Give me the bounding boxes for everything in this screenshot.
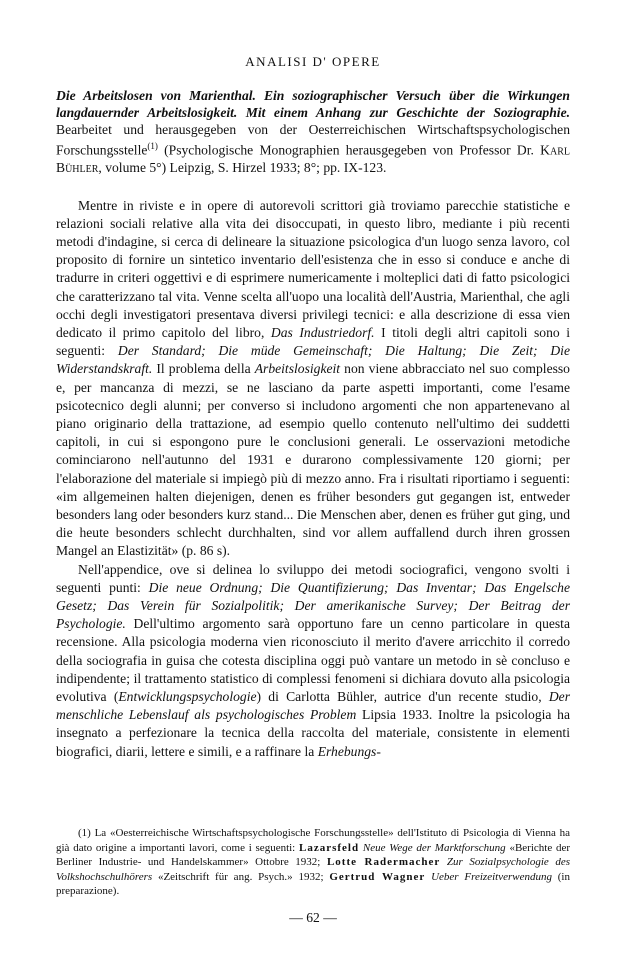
footnote-1 bbox=[56, 826, 570, 899]
p1-italic-2: Der Standard; Die müde Gemeinschaft; Die Haltung; Die Zeit; Die Widerstandskraft. bbox=[56, 343, 570, 377]
p1-italic-3: Arbeitslosigkeit bbox=[254, 361, 341, 377]
p2-italic-3: Der menschliche Lebenslauf als psychologisches Problem bbox=[56, 689, 570, 723]
p2-italic-1: Die neue Ordnung; Die Quantifizierung; Das Inventar; Das Engelsche Gesetz; Das Verein für Sozialpolitik; Der amerikanische Survey; Der Beitrag der Psychologie. bbox=[56, 579, 570, 632]
fn-text-3: «Zeitschrift für ang. Psych.» 1932; bbox=[152, 870, 330, 883]
page-number: — 62 — bbox=[289, 910, 337, 925]
review-body bbox=[56, 197, 570, 761]
p2-text-2: Dell'ultimo argomento sarà opportuno fare un cenno particolare in questa recensione. Alla psicologia moderna vien riconosciuto il merito d'avere arricchito il corredo della sociografia in guisa che cotesta disciplina oggi può vantare un metodo in sè concluso e indipendente; il trattamento statistico di complessi fenomeni si dichiara dovuto alla psicologia evolutiva ( bbox=[56, 616, 570, 704]
fn-text-4: (in preparazione). bbox=[56, 870, 570, 898]
p1-text-3: Il problema della bbox=[152, 361, 255, 377]
biblio-text-2: (Psychologische Monographien herausgegeben von Professor Dr. bbox=[157, 142, 541, 158]
p1-text-4: non viene abbracciato nel suo complesso e, per mancanza di mezzi, se ne lasciano da parte aspetti importanti, come l'esame psicotecnico degli alunni; per converso si includono argomenti che non appartenevano al piano originario della trattazione, ad esempio quello contenuto nell'ultimo dei suddetti capitoli, in cui si espongono pure le conclusioni generali. Le osservazioni metodiche cominciarono nell'autunno del 1931 e durarono complessivamente 120 giorni; per l'elaborazione del materiale si impiegò più di mezzo anno. Fra i risultati riportiamo i seguenti: «im allgemeinen halten diejenigen, denen es früher besonders gut gegangen ist, entweder besonders lang oder besonders kurz stand... Die Menschen aber, denen es früher gut ging, und die heute besonders schlecht durchhalten, sind vor allem auffallend durch ihren grossen Mangel an Elastizität» (p. 86 s). bbox=[56, 361, 570, 559]
bibliographic-entry bbox=[56, 88, 570, 177]
footnote-marker: (1) bbox=[147, 141, 158, 152]
biblio-text-3: , volume 5°) Leipzig, S. Hirzel 1933; 8°; pp. IX-123. bbox=[98, 159, 387, 175]
fn-author-3: Gertrud Wagner bbox=[329, 870, 426, 883]
fn-text-2: «Berichte der Berliner Industrie- und Handelskammer» Ottobre 1932; bbox=[56, 841, 570, 869]
fn-author-1: Lazarsfeld bbox=[299, 841, 360, 854]
p2-text-1: Nell'appendice, ove si delinea lo sviluppo dei metodi sociografici, vengono svolti i seguenti punti: bbox=[56, 561, 570, 595]
paragraph-1 bbox=[56, 197, 570, 561]
book-editor: Karl Bühler bbox=[56, 142, 570, 175]
p2-text-3: ) di Carlotta Bühler, autrice d'un recente studio, bbox=[256, 689, 549, 704]
footnotes bbox=[56, 826, 570, 899]
paragraph-2 bbox=[56, 561, 570, 761]
fn-title-3: Ueber Freizeitverwendung bbox=[425, 870, 552, 883]
fn-text-1: (1) La «Oesterreichische Wirtschaftspsychologische Forschungsstelle» dell'Istituto di Psicologia di Vienna ha già dato origine a importanti lavori, come i seguenti: bbox=[56, 827, 570, 854]
p1-text-2: I titoli degli altri capitoli sono i seguenti: bbox=[56, 324, 570, 359]
p2-italic-2: Entwicklungspsychologie bbox=[118, 689, 257, 704]
p1-text-1: Mentre in riviste e in opere di autorevoli scrittori già troviamo parecchie statistiche e relazioni sociali relative alla vita dei disoccupati, in questo libro, mediante i più recenti metodi d'indagine, si cerca di delineare la situazione psicologica d'un luogo senza lavoro, col proposito di fornire un sintetico inventario dell'esistenza che in esso si conduce e anche di tradurre in criteri oggettivi e di esprimere numericamente i molteplici dati di fatto psicologici che caratterizzano tal vita. Venne scelta all'uopo una località dell'Austria, Marienthal, che agli occhi degli investigatori presentava diversi privilegi tecnici: e alla descrizione di essa vien dedicato il primo capitolo del libro, bbox=[56, 197, 570, 340]
fn-title-1: Neue Wege der Marktforschung bbox=[359, 841, 506, 854]
p1-italic-1: Das Industriedorf. bbox=[270, 324, 375, 340]
running-header: ANALISI D' OPERE bbox=[245, 54, 381, 69]
fn-title-2: Zur Sozialpsychologie des Volkshochschulhörers bbox=[56, 856, 570, 883]
biblio-text-1: Bearbeitet und herausgegeben von der Oesterreichischen Wirtschaftspsychologischen Forschungsstelle bbox=[56, 121, 570, 158]
book-title: Die Arbeitslosen von Marienthal. Ein soziographischer Versuch über die Wirkungen langdauernder Arbeitslosigkeit. Mit einem Anhang zur Geschichte der Soziographie. bbox=[56, 88, 570, 120]
fn-author-2: Lotte Radermacher bbox=[326, 856, 441, 869]
p2-text-4: Lipsia 1933. Inoltre la psicologia ha insegnato a perfezionare la tecnica della raccolta del materiale, consistente in elementi biografici, diarii, lettere e simili, e a raffinare la bbox=[56, 707, 570, 759]
p2-italic-4: Erhebungs- bbox=[317, 743, 381, 759]
